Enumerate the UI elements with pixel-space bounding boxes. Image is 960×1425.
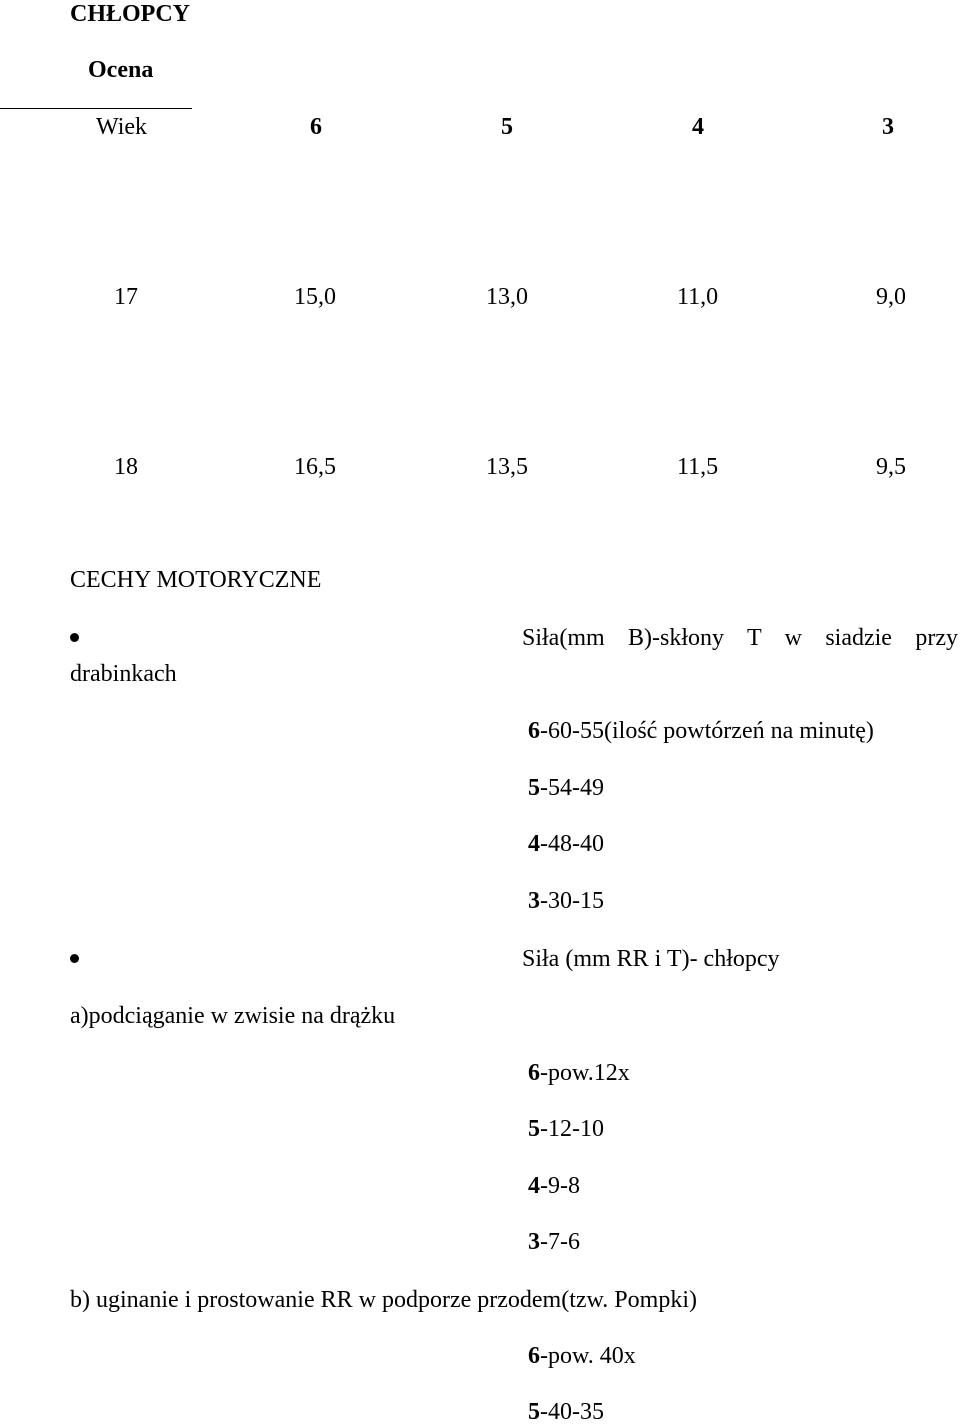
column-header-6: 6: [310, 114, 322, 140]
bullet-icon: [70, 633, 79, 642]
table-cell: 11,0: [677, 284, 719, 310]
item1-continuation: drabinkach: [70, 661, 177, 687]
column-header-3: 3: [882, 114, 894, 140]
document-title: CHŁOPCY: [70, 1, 190, 27]
table-cell: 11,5: [677, 454, 719, 480]
table-cell: 16,5: [294, 454, 336, 480]
bullet-icon: [70, 954, 79, 963]
grade-line: 4-48-40: [528, 831, 604, 857]
grade-line: 6-pow.12x: [528, 1060, 630, 1086]
table-cell: 9,0: [876, 284, 906, 310]
item2-sub-a: a)podciąganie w zwisie na drążku: [70, 1003, 396, 1029]
item1-heading: Siła(mm B)-skłony T w siadzie przy: [522, 625, 958, 651]
table-cell: 18: [114, 454, 138, 480]
grade-line: 4-9-8: [528, 1173, 580, 1199]
table-cell: 13,5: [486, 454, 528, 480]
table-cell: 13,0: [486, 284, 528, 310]
grade-line: 6-pow. 40x: [528, 1343, 636, 1369]
grade-line: 5-54-49: [528, 775, 604, 801]
header-rule: [0, 108, 192, 109]
grade-line: 5-40-35: [528, 1399, 604, 1425]
table-subtitle: Ocena: [88, 57, 154, 83]
column-header-wiek: Wiek: [96, 114, 148, 140]
table-cell: 15,0: [294, 284, 336, 310]
item2-heading: Siła (mm RR i T)- chłopcy: [522, 946, 780, 972]
grade-line: 5-12-10: [528, 1116, 604, 1142]
grade-line: 3-7-6: [528, 1229, 580, 1255]
table-cell: 9,5: [876, 454, 906, 480]
item2-sub-b: b) uginanie i prostowanie RR w podporze przodem(tzw. Pompki): [70, 1287, 697, 1313]
table-cell: 17: [114, 284, 138, 310]
section-title: CECHY MOTORYCZNE: [70, 567, 322, 593]
column-header-4: 4: [692, 114, 704, 140]
grade-line: 6-60-55(ilość powtórzeń na minutę): [528, 718, 874, 744]
column-header-5: 5: [501, 114, 513, 140]
grade-line: 3-30-15: [528, 888, 604, 914]
